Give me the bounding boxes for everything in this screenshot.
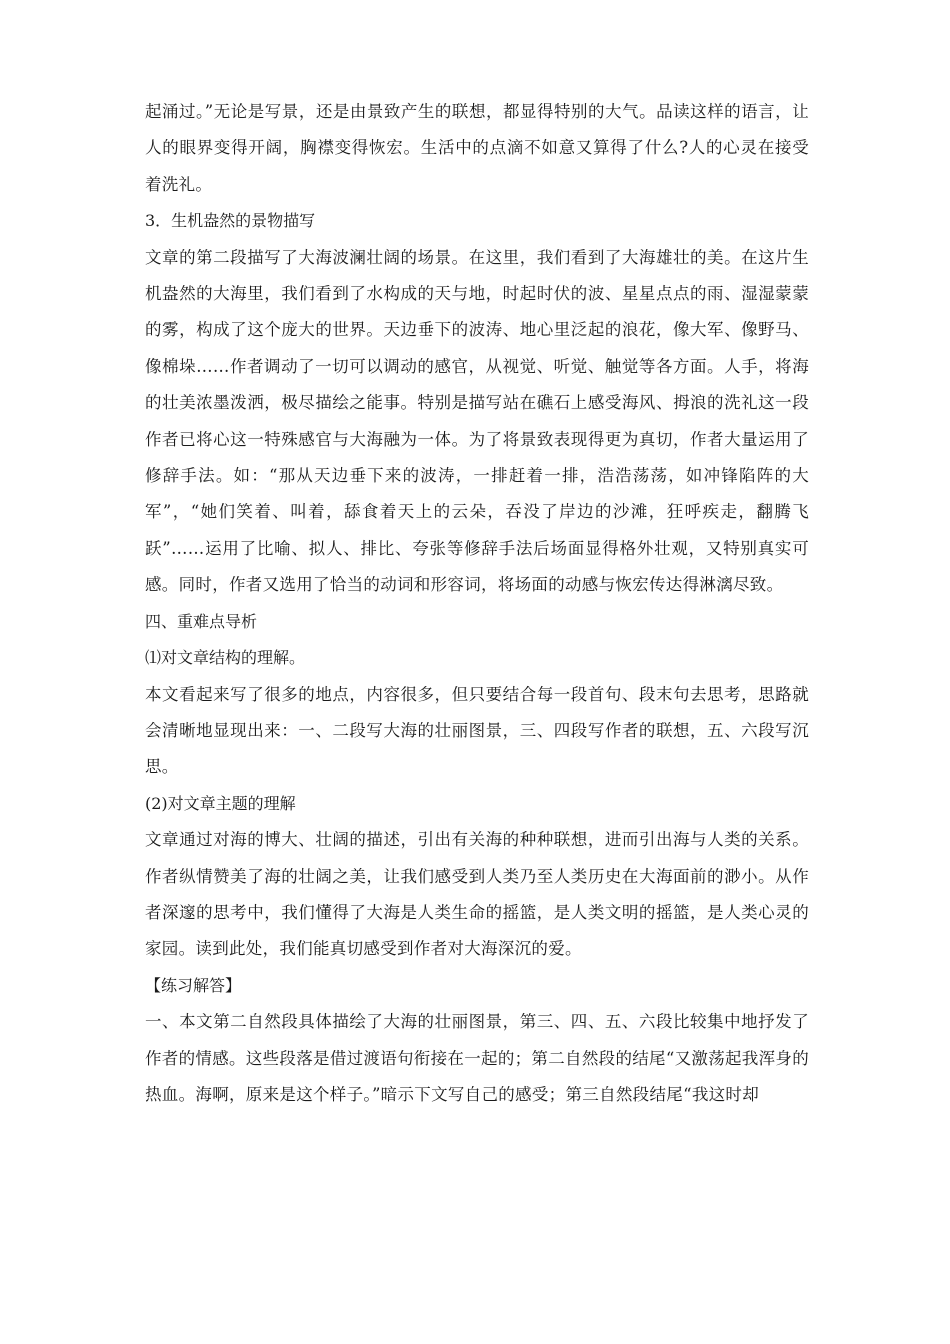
subheading-theme: (2)对文章主题的理解 [145,793,296,813]
document-page [145,94,809,1113]
paragraph-landscape: 文章的第二段描写了大海波澜壮阔的场景。在这里，我们看到了大海雄壮的美。在这片生机盎然的大海里，我们看到了水构成的天与地，时起时伏的波、星星点点的雨、湿湿蒙蒙的雾，构成了这个庞大的世界。天边垂下的波涛、地心里泛起的浪花，像大军、像野马、像棉垛……作者调动了一切可以调动的感官，从视觉、听觉、触觉等各方面。人手，将海的壮美浓墨泼洒，极尽描绘之能事。特别是描写站在礁石上感受海风、拇浪的洗礼这一段作者已将心这一特殊感官与大海融为一体。为了将景致表现得更为真切，作者大量运用了修辞手法。如：“那从天边垂下来的波涛，一排赶着一排，浩浩荡荡，如冲锋陷阵的大军”，“她们笑着、叫着，舔食着天上的云朵，吞没了岸边的沙滩，狂呼疾走，翻腾飞跃”……运用了比喻、拟人、排比、夸张等修辞手法后场面显得格外壮观，又特别真实可感。同时，作者又选用了恰当的动词和形容词，将场面的动感与恢宏传达得淋漓尽致。 [145,247,809,595]
subheading-structure: ⑴对文章结构的理解。 [145,648,306,668]
paragraph-continued: 起涌过。”无论是写景，还是由景致产生的联想，都显得特别的大气。品读这样的语言，让人的眼界变得开阔，胸襟变得恢宏。生活中的点滴不如意又算得了什么?人的心灵在接受着洗礼。 [145,102,809,194]
paragraph-exercise-answer: 一、本文第二自然段具体描绘了大海的壮丽图景，第三、四、五、六段比较集中地抒发了作者的情感。这些段落是借过渡语句衔接在一起的；第二自然段的结尾“又激荡起我浑身的热血。海啊，原来是这个样子。”暗示下文写自己的感受；第三自然段结尾“我这时却 [145,1012,809,1104]
section-heading-exercises: 【练习解答】 [145,975,242,995]
paragraph-structure: 本文看起来写了很多的地点，内容很多，但只要结合每一段首句、段末句去思考，思路就会清晰地显现出来：一、二段写大海的壮丽图景，三、四段写作者的联想，五、六段写沉思。 [145,684,809,777]
section-heading-key-points: 四、重难点导析 [145,611,258,631]
section-heading-landscape: 3．生机盎然的景物描写 [145,211,316,231]
paragraph-theme: 文章通过对海的博大、壮阔的描述，引出有关海的种种联想，进而引出海与人类的关系。作者纵情赞美了海的壮阔之美，让我们感受到人类乃至人类历史在大海面前的渺小。从作者深邃的思考中，我们懂得了大海是人类生命的摇篮，是人类文明的摇篮，是人类心灵的家园。读到此处，我们能真切感受到作者对大海深沉的爱。 [145,830,809,959]
